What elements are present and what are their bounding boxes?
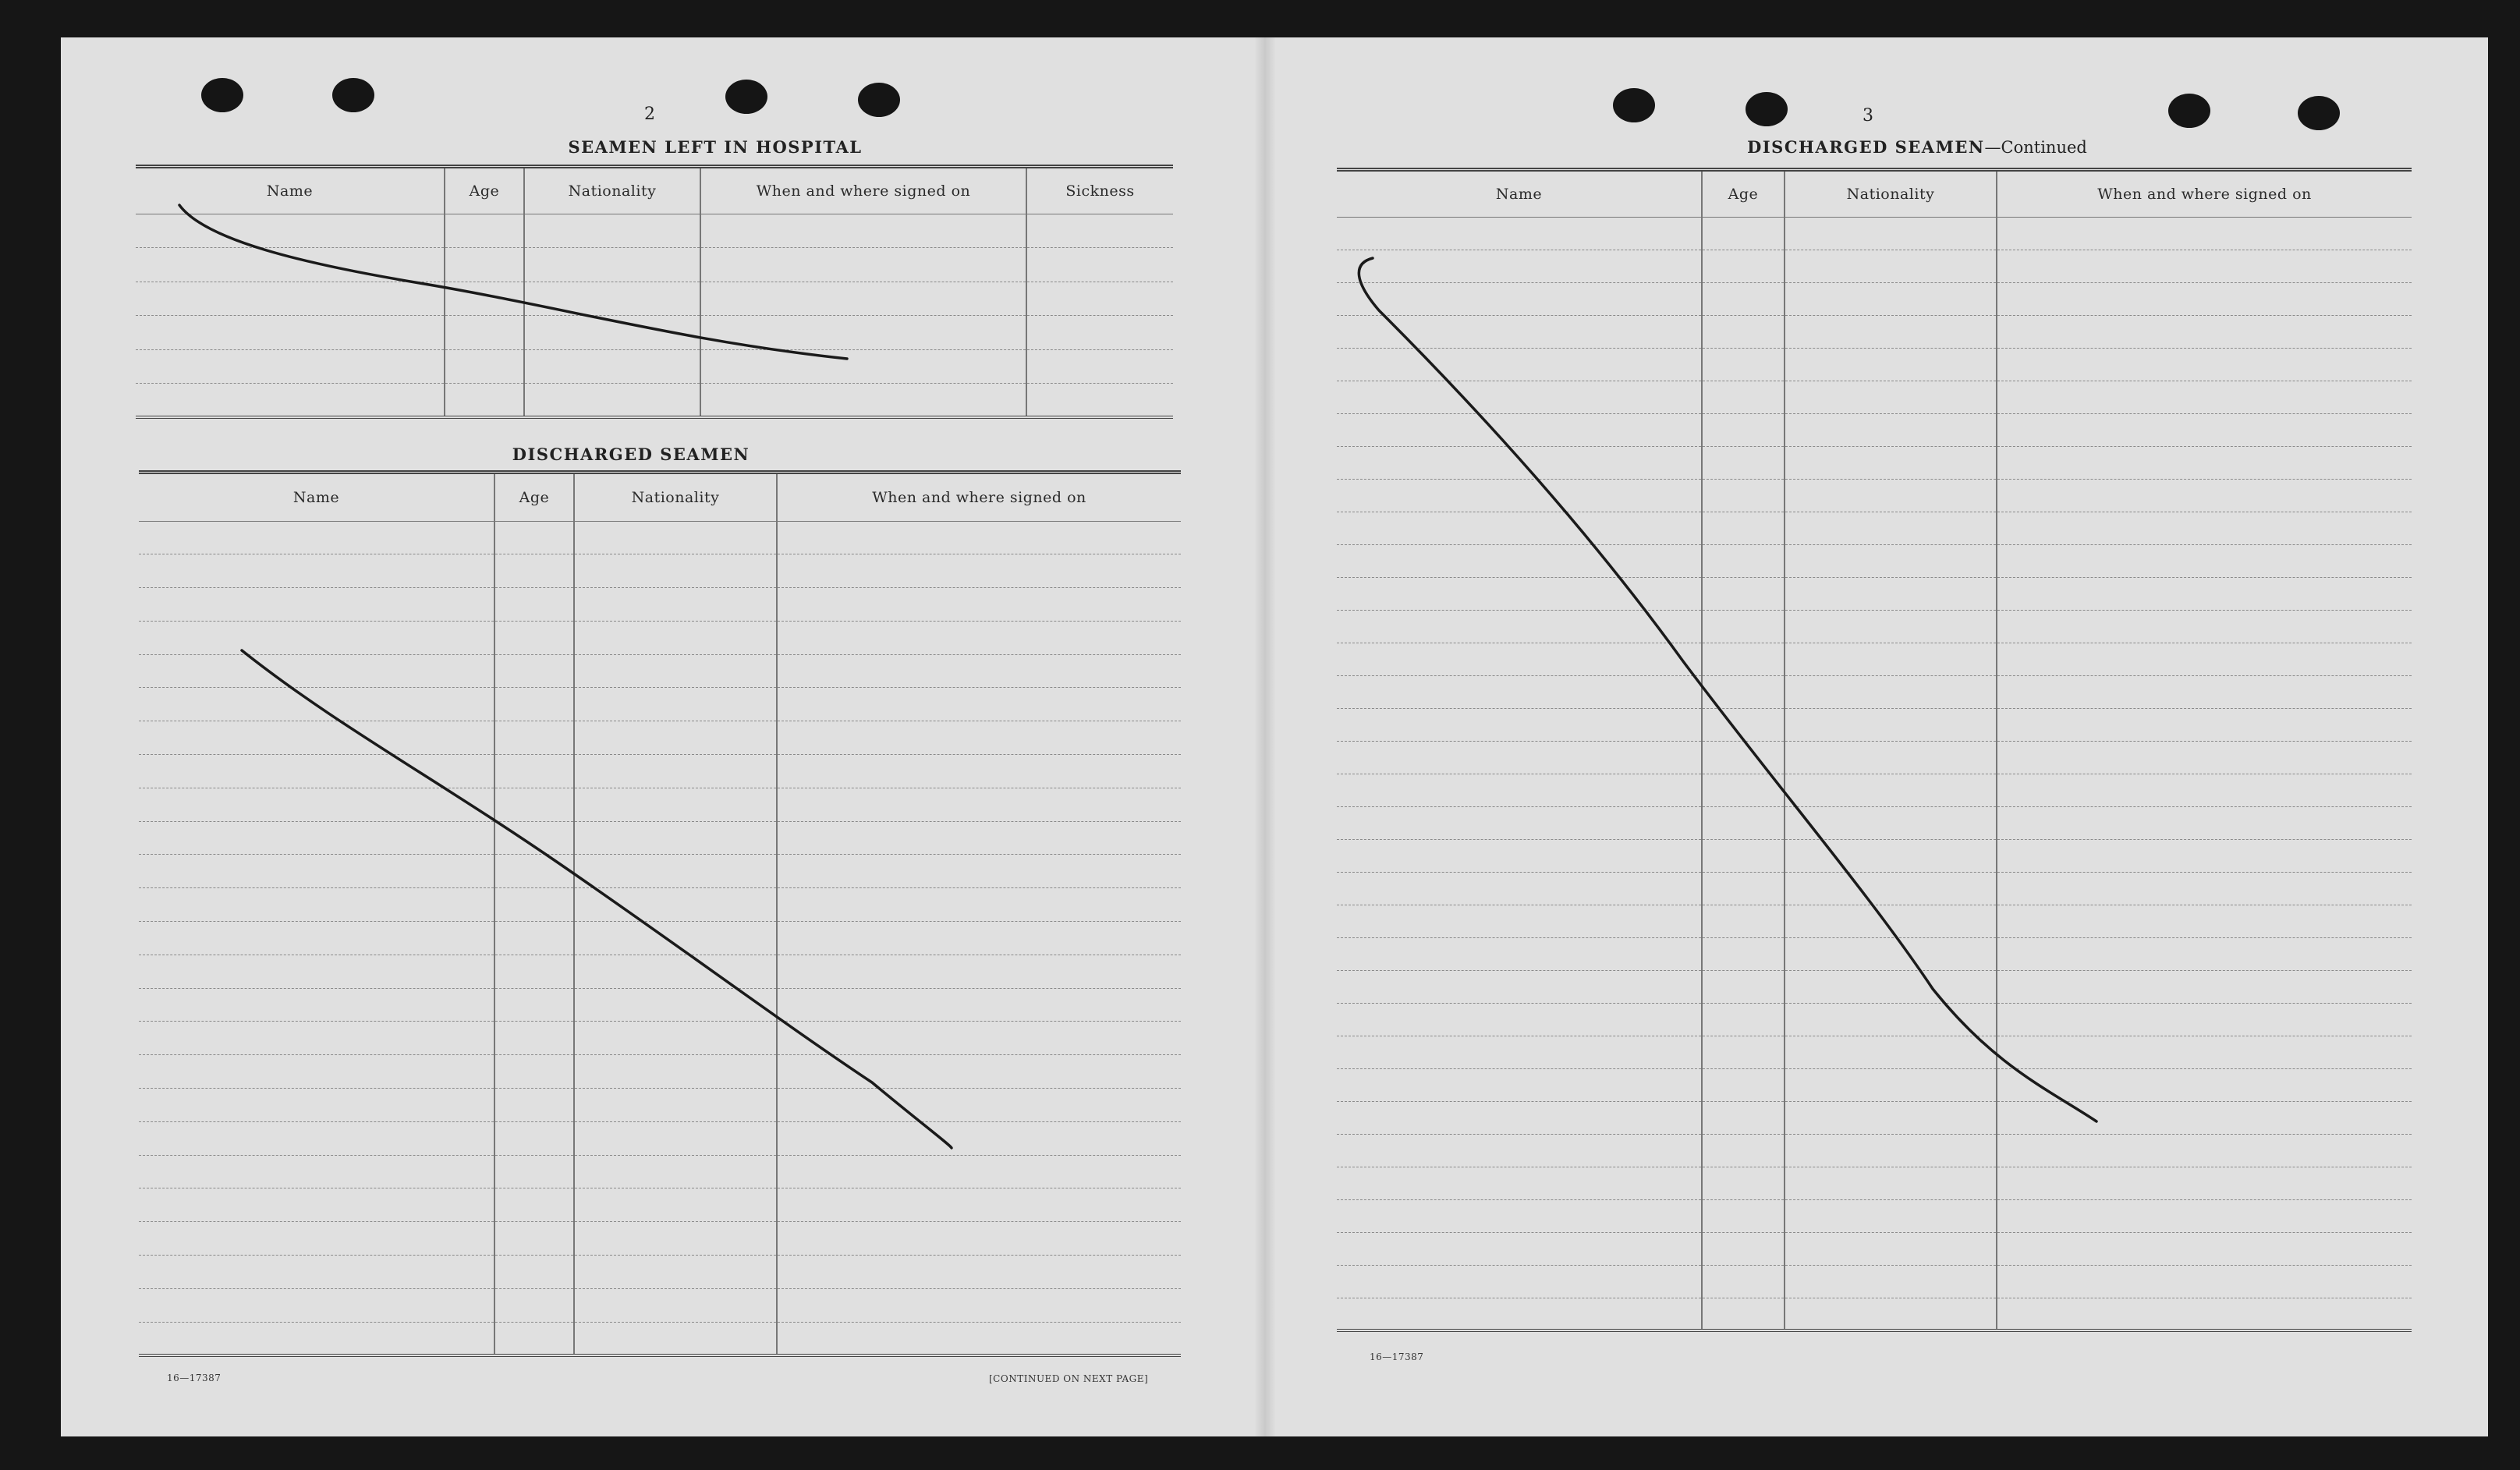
discharged-continued-suffix: —Continued — [1984, 138, 2087, 157]
document-sheet — [61, 37, 2488, 1436]
page-number-right: 3 — [1863, 106, 1873, 126]
hospital-cancel-stroke — [179, 205, 847, 359]
hospital-header-age: Age — [445, 168, 524, 214]
discharged-header-nationality: Nationality — [574, 474, 777, 521]
form-number-right: 16—17387 — [1370, 1351, 1424, 1362]
continued-note: [CONTINUED ON NEXT PAGE] — [989, 1373, 1149, 1384]
discharged-header-name: Name — [139, 474, 494, 521]
hospital-section-title: SEAMEN LEFT IN HOSPITAL — [568, 137, 863, 157]
page-number-left: 2 — [644, 104, 655, 124]
hospital-header-nationality: Nationality — [524, 168, 700, 214]
continued-header-age: Age — [1702, 172, 1785, 217]
discharged-header-when-and-where-signed-on: When and where signed on — [777, 474, 1181, 521]
hospital-header-name: Name — [136, 168, 445, 214]
discharged-continued-title-main: DISCHARGED SEAMEN — [1747, 137, 1985, 157]
hospital-header-sickness: Sickness — [1026, 168, 1173, 214]
continued-header-name: Name — [1337, 172, 1702, 217]
cancellation-strokes — [61, 37, 2488, 1436]
continued-header-when-and-where-signed-on: When and where signed on — [1997, 172, 2412, 217]
hospital-header-when-and-where-signed-on: When and where signed on — [700, 168, 1026, 214]
continued-header-nationality: Nationality — [1785, 172, 1997, 217]
continued-cancel-stroke — [1359, 258, 2096, 1121]
discharged-header-age: Age — [494, 474, 574, 521]
discharged-section-title: DISCHARGED SEAMEN — [512, 445, 750, 464]
discharged-cancel-stroke — [242, 650, 952, 1148]
form-number-left: 16—17387 — [167, 1373, 222, 1383]
